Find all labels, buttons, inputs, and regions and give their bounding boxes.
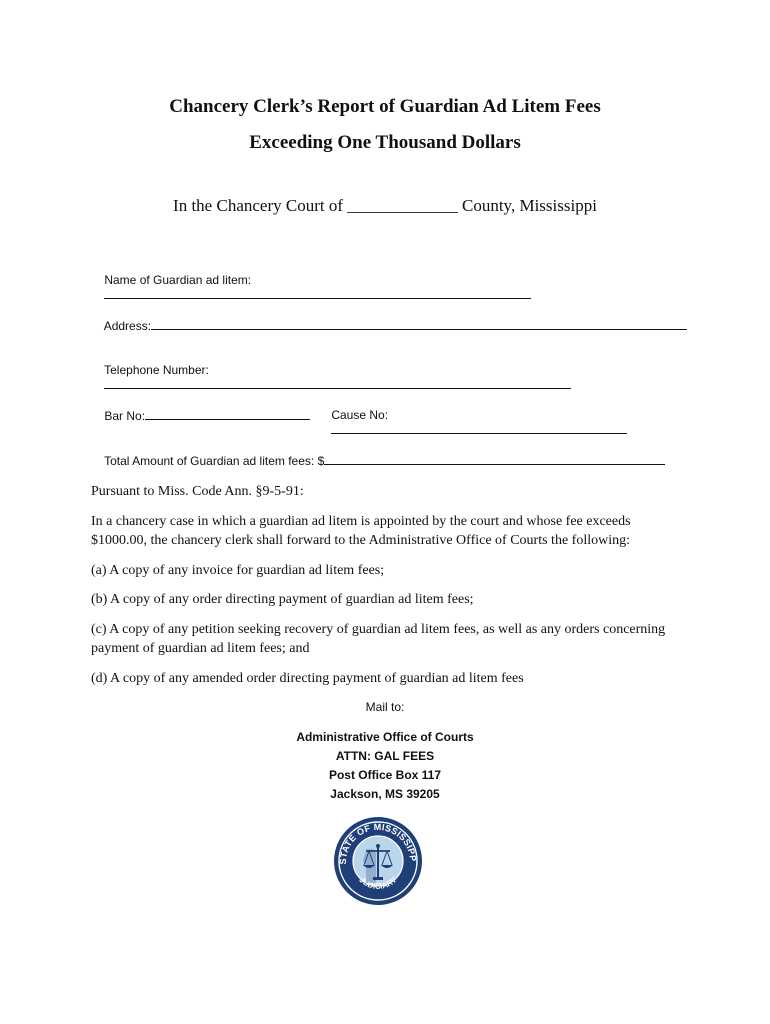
address-blank[interactable] [151,318,687,330]
mail-to-label: Mail to: [365,700,405,714]
telephone-label: Telephone Number: [104,363,209,377]
mailing-line-2: ATTN: GAL FEES [335,749,435,763]
address-field [91,304,687,347]
bar-no-label: Bar No: [104,409,146,423]
document-title-line-1: Chancery Clerk’s Report of Guardian Ad Litem Fees [169,96,601,117]
bar-no-field [91,394,310,437]
statute-item-d: (d) A copy of any amended order directing payment of guardian ad litem fees [91,671,524,686]
statute-heading: Pursuant to Miss. Code Ann. §9-5-91: [91,484,304,499]
bar-no-blank[interactable] [145,408,310,420]
statute-intro: In a chancery case in which a guardian ad litem is appointed by the court and whose fee exceeds $1000.00, the chancery clerk shall forward to the Administrative Office of Courts the following: [91,514,631,548]
total-fees-blank[interactable] [324,453,665,465]
mailing-line-1: Administrative Office of Courts [296,730,474,744]
statute-item-c: (c) A copy of any petition seeking recovery of guardian ad litem fees, as well as any orders concerning payment of guardian ad litem fees; and [91,622,666,656]
total-fees-label: Total Amount of Guardian ad litem fees: $ [104,454,325,468]
telephone-blank[interactable] [104,377,571,389]
address-label: Address: [103,319,152,333]
mailing-address [0,728,770,804]
cause-no-blank[interactable] [331,422,627,434]
total-fees-field [91,439,665,482]
guardian-name-label: Name of Guardian ad litem: [104,273,252,287]
document-title-line-2: Exceeding One Thousand Dollars [249,132,521,153]
guardian-name-blank[interactable] [104,287,531,299]
mailing-line-3: Post Office Box 117 [328,768,442,782]
seal-top-text: STATE OF MISSISSIPP [337,821,419,865]
statute-item-b: (b) A copy of any order directing payment of guardian ad litem fees; [91,592,474,607]
mailing-line-4: Jackson, MS 39205 [330,787,440,801]
mississippi-judiciary-seal-icon [333,815,423,907]
cause-no-label: Cause No: [331,408,389,422]
seal-bottom-text: JUDICIARY [357,875,399,891]
statute-item-a: (a) A copy of any invoice for guardian ad litem fees; [91,563,385,578]
court-line: In the Chancery Court of _____________ County, Mississippi [173,196,597,215]
